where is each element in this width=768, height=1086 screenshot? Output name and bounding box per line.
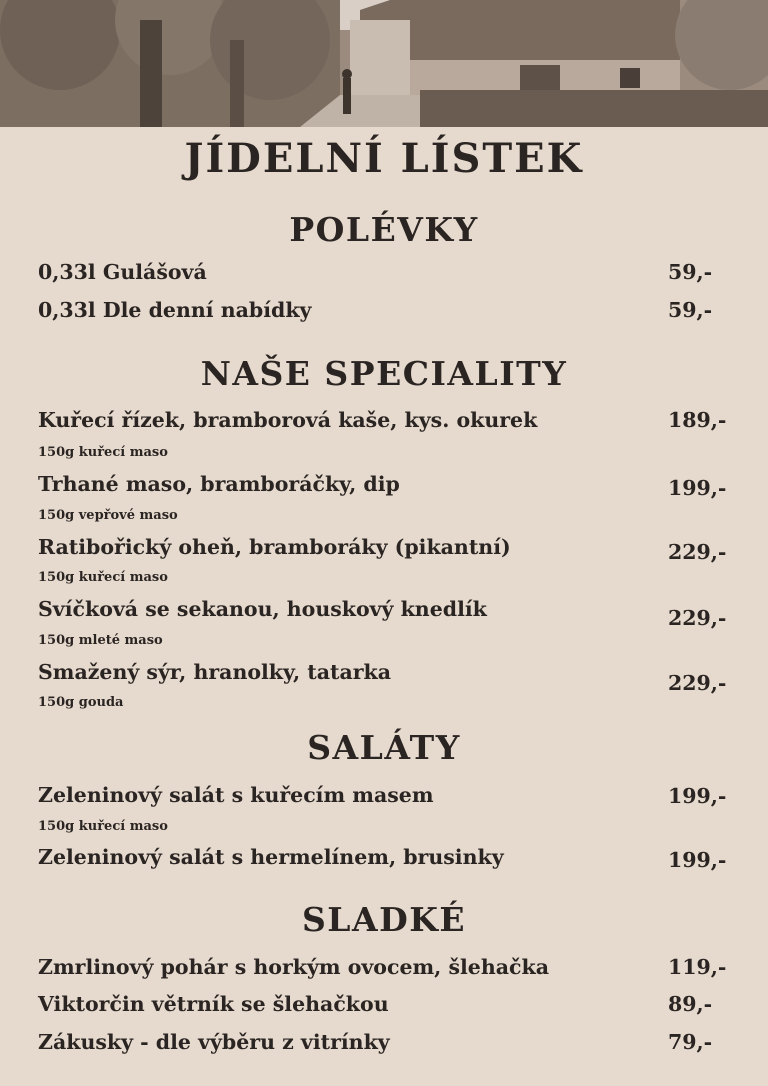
menu-item-note: 150g vepřové maso	[38, 508, 178, 523]
menu-title: JÍDELNÍ LÍSTEK	[184, 135, 584, 182]
section-heading-sladke: SLADKÉ	[301, 900, 467, 939]
menu-item-price: 89,-	[668, 992, 713, 1016]
menu-item: Trhané maso, bramboráčky, dip	[38, 472, 400, 496]
menu-item-price: 119,-	[668, 955, 727, 979]
menu-item: Viktorčin větrník se šlehačkou	[38, 992, 389, 1016]
header-photo	[0, 0, 768, 127]
menu-item-price: 199,-	[668, 848, 727, 872]
menu-item-note: 150g kuřecí maso	[38, 570, 168, 585]
menu-item-note: 150g gouda	[38, 695, 124, 710]
menu-item-note: 150g mleté maso	[38, 633, 163, 648]
menu-item: Zeleninový salát s kuřecím masem	[38, 783, 434, 807]
section-heading-specialty: NAŠE SPECIALITY	[200, 354, 568, 393]
menu-item: Zmrlinový pohár s horkým ovocem, šlehačka	[38, 955, 549, 979]
menu-item: 0,33l Dle denní nabídky	[38, 298, 312, 322]
section-heading-salaty: SALÁTY	[307, 728, 461, 767]
menu-item: 0,33l Gulášová	[38, 260, 207, 284]
village-house-illustration	[0, 0, 768, 127]
menu-item-note: 150g kuřecí maso	[38, 819, 168, 834]
menu-item: Zeleninový salát s hermelínem, brusinky	[38, 845, 504, 869]
menu-item-price: 229,-	[668, 606, 727, 630]
section-heading-polevky: POLÉVKY	[289, 210, 479, 249]
menu-item-price: 79,-	[668, 1030, 713, 1054]
menu-item-note: 150g kuřecí maso	[38, 445, 168, 460]
menu-item-price: 199,-	[668, 784, 727, 808]
menu-item: Smažený sýr, hranolky, tatarka	[38, 660, 392, 684]
menu-item-price: 189,-	[668, 408, 727, 432]
menu-item: Ratibořický oheň, bramboráky (pikantní)	[38, 535, 511, 559]
menu-item: Zákusky - dle výběru z vitrínky	[38, 1030, 390, 1054]
menu-item-price: 229,-	[668, 671, 727, 695]
menu-item: Svíčková se sekanou, houskový knedlík	[38, 597, 487, 621]
menu-item: Kuřecí řízek, bramborová kaše, kys. okurek	[38, 408, 538, 432]
menu-item-price: 199,-	[668, 476, 727, 500]
menu-item-price: 59,-	[668, 298, 713, 322]
menu-item-price: 229,-	[668, 540, 727, 564]
menu-item-price: 59,-	[668, 260, 713, 284]
